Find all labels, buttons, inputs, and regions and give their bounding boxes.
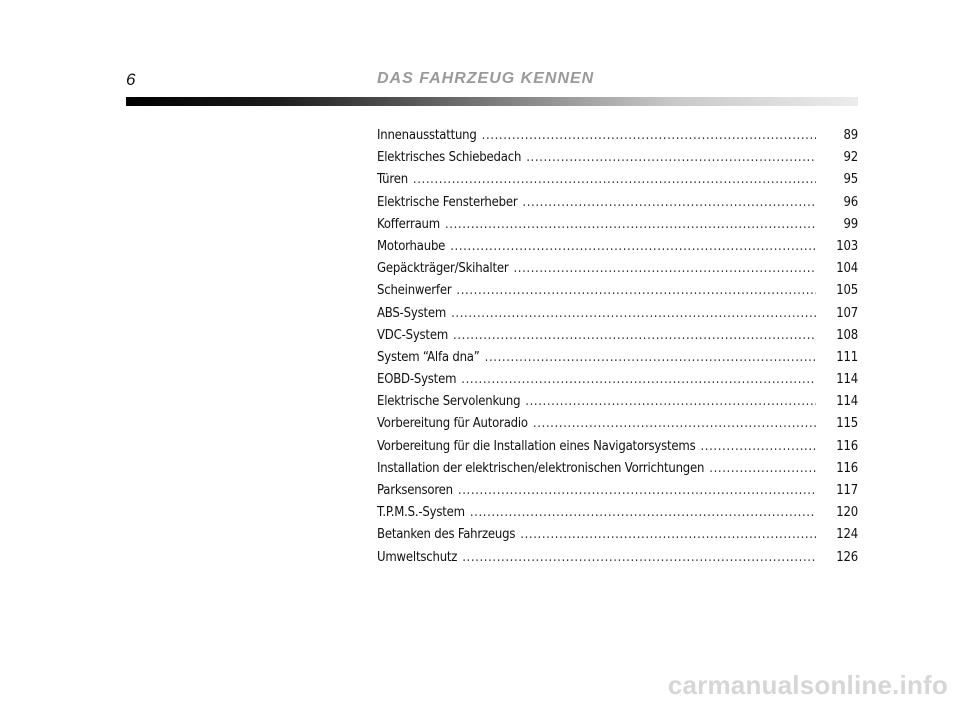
toc-entry-label: Türen <box>377 172 408 188</box>
toc-entry-page: 126 <box>836 549 858 565</box>
toc-entry-label: System “Alfa dna” <box>377 349 480 365</box>
toc-entry-label: Elektrische Fensterheber <box>377 194 518 210</box>
toc-entry[interactable] <box>377 125 858 147</box>
toc-leader-dots <box>482 125 816 147</box>
toc-entry[interactable] <box>377 280 858 302</box>
toc-leader-dots <box>462 547 816 569</box>
toc-entry-label: Scheinwerfer <box>377 283 452 299</box>
toc-entry[interactable] <box>377 502 858 524</box>
toc-leader-dots <box>461 369 816 391</box>
toc-entry-label: EOBD-System <box>377 372 457 388</box>
toc-entry-page: 96 <box>843 194 858 210</box>
toc-entry-label: Vorbereitung für die Installation eines Navigatorsystems <box>377 438 696 454</box>
table-of-contents <box>377 125 858 569</box>
toc-entry[interactable] <box>377 524 858 546</box>
toc-entry-page: 124 <box>836 527 858 543</box>
toc-entry[interactable] <box>377 413 858 435</box>
toc-leader-dots <box>700 436 816 458</box>
toc-entry-page: 116 <box>836 460 858 476</box>
toc-leader-dots <box>513 258 816 280</box>
watermark: carmanualsonline.info <box>667 670 948 700</box>
toc-leader-dots <box>445 214 816 236</box>
toc-entry[interactable] <box>377 347 858 369</box>
toc-entry[interactable] <box>377 369 858 391</box>
toc-leader-dots <box>458 480 816 502</box>
toc-entry-page: 111 <box>836 349 858 365</box>
toc-entry-label: Betanken des Fahrzeugs <box>377 527 516 543</box>
toc-entry-label: ABS-System <box>377 305 447 321</box>
toc-leader-dots <box>533 413 816 435</box>
toc-entry-label: Innenausstattung <box>377 128 477 143</box>
toc-entry-page: 95 <box>843 172 858 188</box>
page-number: 6 <box>126 70 136 89</box>
toc-leader-dots <box>485 347 816 369</box>
toc-entry-label: Vorbereitung für Autoradio <box>377 416 528 432</box>
toc-entry-label: Kofferraum <box>377 216 440 232</box>
toc-entry-page: 107 <box>836 305 858 321</box>
header-rule <box>126 97 858 106</box>
toc-entry-label: VDC-System <box>377 327 449 343</box>
toc-entry-page: 103 <box>836 238 858 254</box>
toc-leader-dots <box>526 147 816 169</box>
toc-leader-dots <box>522 192 816 214</box>
toc-leader-dots <box>453 325 816 347</box>
toc-entry-label: Elektrisches Schiebedach <box>377 150 522 166</box>
toc-entry-page: 115 <box>836 416 858 432</box>
toc-entry[interactable] <box>377 214 858 236</box>
toc-entry-label: Parksensoren <box>377 483 453 498</box>
toc-entry-page: 114 <box>836 394 858 410</box>
toc-entry-page: 92 <box>843 150 858 166</box>
toc-entry[interactable] <box>377 325 858 347</box>
toc-entry-label: Motorhaube <box>377 238 446 254</box>
toc-entry[interactable] <box>377 192 858 214</box>
toc-entry[interactable] <box>377 480 858 502</box>
toc-entry[interactable] <box>377 458 858 480</box>
toc-leader-dots <box>525 391 816 413</box>
toc-entry[interactable] <box>377 303 858 325</box>
toc-leader-dots <box>470 502 816 524</box>
toc-entry-page: 116 <box>836 438 858 454</box>
toc-entry[interactable] <box>377 547 858 569</box>
toc-entry[interactable] <box>377 147 858 169</box>
toc-leader-dots <box>456 280 816 302</box>
toc-entry[interactable] <box>377 391 858 413</box>
toc-entry[interactable] <box>377 258 858 280</box>
toc-leader-dots <box>520 524 816 546</box>
toc-leader-dots <box>450 236 816 258</box>
toc-leader-dots <box>709 458 816 480</box>
section-title: DAS FAHRZEUG KENNEN <box>377 70 595 87</box>
toc-entry[interactable] <box>377 236 858 258</box>
toc-entry-page: 114 <box>836 372 858 388</box>
toc-entry-page: 104 <box>836 261 858 277</box>
toc-entry-page: 120 <box>836 505 858 521</box>
toc-entry-page: 105 <box>836 283 858 299</box>
toc-entry-label: T.P.M.S.-System <box>377 505 465 521</box>
toc-entry[interactable] <box>377 436 858 458</box>
toc-entry-page: 89 <box>843 128 858 143</box>
toc-entry-label: Installation der elektrischen/elektronischen Vorrichtungen <box>377 460 705 476</box>
toc-entry-page: 99 <box>843 216 858 232</box>
toc-leader-dots <box>451 303 816 325</box>
toc-entry[interactable] <box>377 169 858 191</box>
toc-entry-label: Gepäckträger/Skihalter <box>377 261 509 277</box>
toc-entry-page: 117 <box>836 483 858 498</box>
toc-leader-dots <box>413 169 816 191</box>
toc-entry-label: Elektrische Servolenkung <box>377 394 521 410</box>
toc-entry-page: 108 <box>836 327 858 343</box>
toc-entry-label: Umweltschutz <box>377 549 458 565</box>
